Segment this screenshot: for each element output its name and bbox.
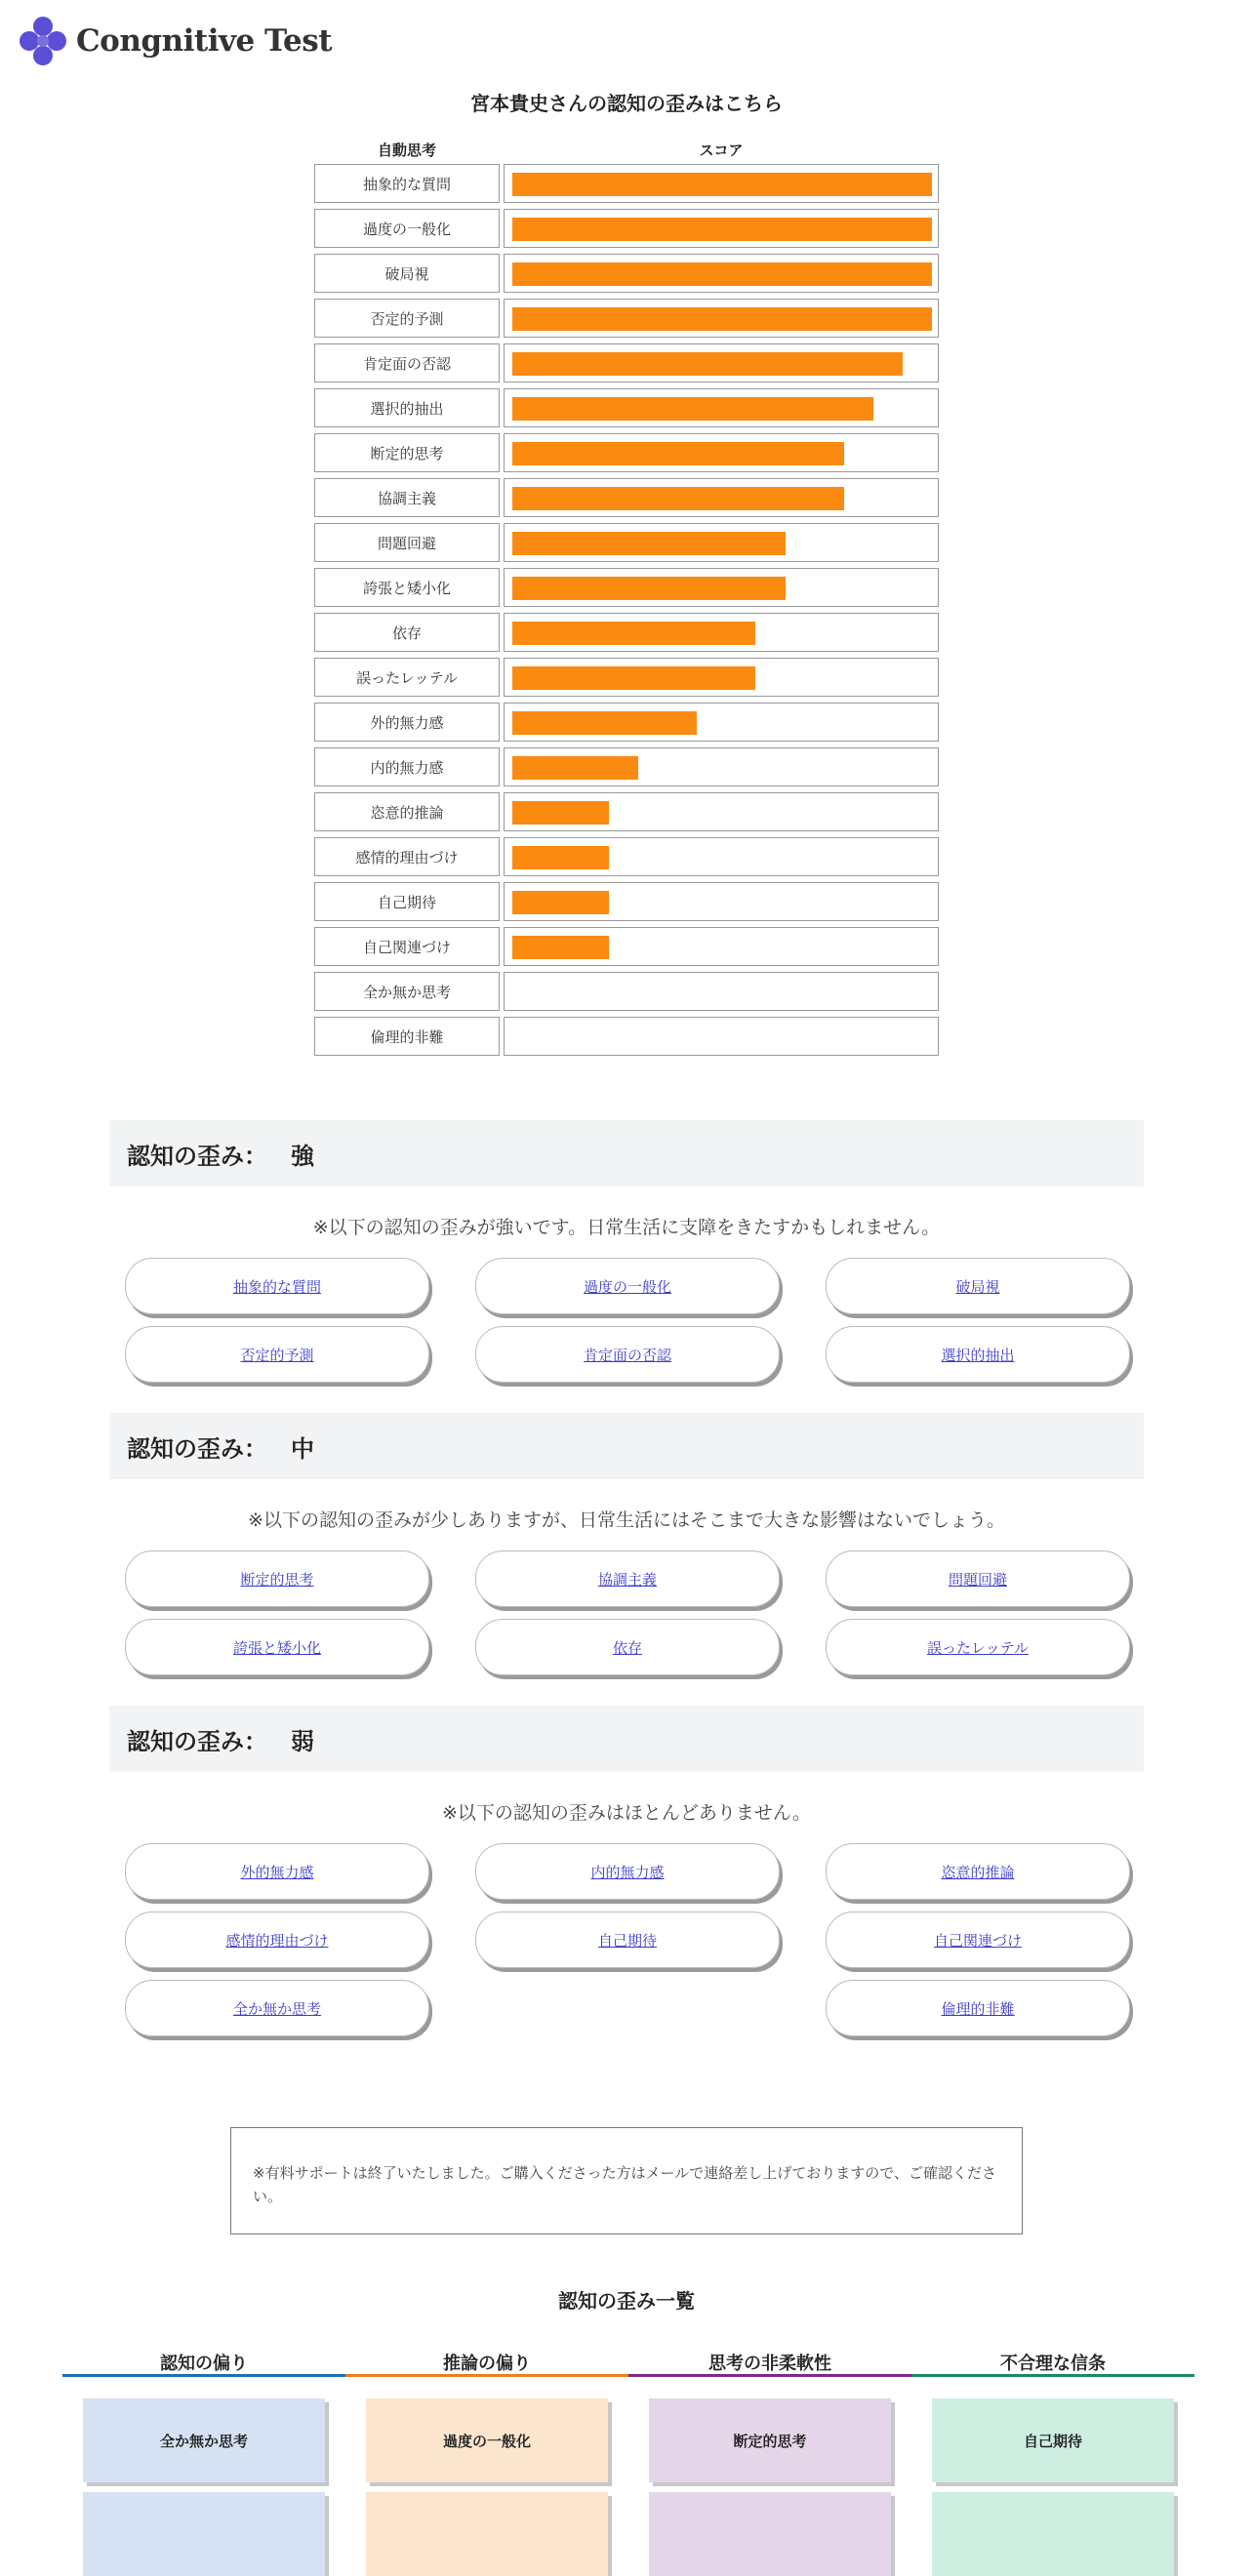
score-row-cell (504, 658, 939, 697)
distortion-link[interactable]: 感情的理由づけ (125, 1912, 429, 1968)
category-header: 認知の偏り (62, 2350, 345, 2377)
score-row (314, 297, 939, 342)
score-row-label: 否定的予測 (314, 299, 500, 338)
score-row-cell (504, 568, 939, 607)
distortion-card[interactable]: 自己期待 (932, 2398, 1174, 2482)
thought-column-header: 自動思考 (377, 141, 436, 159)
score-row-cell (504, 747, 939, 786)
score-row (314, 476, 939, 521)
score-row-cell (504, 927, 939, 966)
score-row (314, 701, 939, 745)
severity-note: ※以下の認知の歪みが強いです。日常生活に支障をきたすかもしれません。 (312, 1217, 941, 1238)
score-row-label: 誤ったレッテル (314, 658, 500, 697)
distortion-link[interactable]: 倫理的非難 (826, 1980, 1130, 2036)
score-row-cell (504, 478, 939, 517)
score-row-label: 断定的思考 (314, 433, 500, 472)
brand-name[interactable]: Congnitive Test (76, 23, 333, 59)
distortion-link[interactable]: 肯定面の否認 (475, 1326, 780, 1383)
score-bar (512, 666, 755, 690)
score-row-cell (504, 1017, 939, 1056)
score-bar (512, 173, 932, 196)
severity-header (109, 1120, 1144, 1187)
distortion-link[interactable]: 誤ったレッテル (826, 1619, 1130, 1675)
distortion-card[interactable] (649, 2492, 891, 2576)
severity-header (109, 1413, 1144, 1479)
severity-header (109, 1706, 1144, 1772)
support-notice: ※有料サポートは終了いたしました。ご購入くださった方はメールで連絡差し上げておりますので、ご確認ください。 (230, 2127, 1023, 2234)
score-table (314, 162, 939, 1060)
score-row-label: 過度の一般化 (314, 209, 500, 248)
score-bar (512, 397, 873, 421)
score-row-cell (504, 703, 939, 742)
score-row-cell (504, 209, 939, 248)
severity-level: 中 (291, 1434, 314, 1463)
score-row (314, 162, 939, 207)
score-bar (512, 218, 932, 241)
distortion-link[interactable]: 協調主義 (475, 1550, 780, 1607)
score-bar (512, 936, 609, 959)
distortion-link[interactable]: 自己期待 (475, 1912, 780, 1968)
category-header: 推論の偏り (345, 2350, 628, 2377)
score-row-cell (504, 613, 939, 652)
score-row-label: 選択的抽出 (314, 388, 500, 427)
score-row-label: 誇張と矮小化 (314, 568, 500, 607)
severity-note: ※以下の認知の歪みが少しありますが、日常生活にはそこまで大きな影響はないでしょう。 (248, 1509, 1005, 1531)
score-row-cell (504, 523, 939, 562)
score-bar (512, 622, 755, 645)
score-row (314, 386, 939, 431)
score-row-label: 倫理的非難 (314, 1017, 500, 1056)
score-row-label: 協調主義 (314, 478, 500, 517)
distortion-link[interactable]: 否定的予測 (125, 1326, 429, 1383)
distortion-card[interactable] (932, 2492, 1174, 2576)
score-row-label: 恣意的推論 (314, 792, 500, 831)
score-row-cell (504, 299, 939, 338)
score-row-label: 外的無力感 (314, 703, 500, 742)
distortion-link[interactable]: 選択的抽出 (826, 1326, 1130, 1383)
score-bar (512, 846, 609, 869)
score-row-label: 問題回避 (314, 523, 500, 562)
severity-title: 認知の歪み： (127, 1434, 267, 1463)
distortion-link[interactable]: 自己関連づけ (826, 1912, 1130, 1968)
result-title: 宮本貴史さんの認知の歪みはこちら (470, 92, 783, 115)
score-row-label: 感情的理由づけ (314, 837, 500, 876)
severity-level: 強 (291, 1142, 314, 1170)
distortion-link[interactable]: 誇張と矮小化 (125, 1619, 429, 1675)
score-row-cell (504, 254, 939, 293)
score-row-cell (504, 388, 939, 427)
score-bar (512, 352, 903, 376)
score-column-header: スコア (699, 141, 744, 159)
score-bar (512, 307, 932, 331)
score-row-label: 内的無力感 (314, 747, 500, 786)
score-row-cell (504, 164, 939, 203)
severity-title: 認知の歪み： (127, 1142, 267, 1170)
distortion-link[interactable]: 全か無か思考 (125, 1980, 429, 2036)
score-row (314, 252, 939, 297)
category-header: 思考の非柔軟性 (628, 2350, 911, 2377)
severity-title: 認知の歪み： (127, 1727, 267, 1755)
score-row (314, 611, 939, 656)
score-bar (512, 487, 844, 510)
distortion-link[interactable]: 恣意的推論 (826, 1843, 1130, 1900)
score-row-cell (504, 882, 939, 921)
score-row-cell (504, 343, 939, 382)
score-bar (512, 532, 786, 555)
score-row (314, 521, 939, 566)
score-row (314, 970, 939, 1015)
score-row (314, 880, 939, 925)
distortion-card[interactable]: 断定的思考 (649, 2398, 891, 2482)
category-header: 不合理な信条 (911, 2350, 1194, 2377)
score-row-label: 全か無か思考 (314, 972, 500, 1011)
distortion-link[interactable]: 断定的思考 (125, 1550, 429, 1607)
distortion-link[interactable]: 依存 (475, 1619, 780, 1675)
site-header (20, 14, 332, 68)
score-row (314, 656, 939, 701)
distortion-card[interactable] (83, 2492, 325, 2576)
distortion-card[interactable] (366, 2492, 608, 2576)
score-bar (512, 262, 932, 286)
score-row (314, 835, 939, 880)
distortion-link[interactable]: 外的無力感 (125, 1843, 429, 1900)
score-row-label: 破局視 (314, 254, 500, 293)
distortion-link[interactable]: 過度の一般化 (475, 1258, 780, 1314)
score-bar (512, 442, 844, 465)
score-row-cell (504, 972, 939, 1011)
distortion-card[interactable]: 過度の一般化 (366, 2398, 608, 2482)
score-bar (512, 756, 638, 780)
score-row-label: 抽象的な質問 (314, 164, 500, 203)
distortion-link[interactable]: 問題回避 (826, 1550, 1130, 1607)
score-row (314, 207, 939, 252)
score-bar (512, 891, 609, 914)
distortion-list-title: 認知の歪み一覧 (558, 2289, 695, 2313)
score-row (314, 790, 939, 835)
score-row-cell (504, 433, 939, 472)
score-bar (512, 801, 609, 825)
distortion-link[interactable]: 抽象的な質問 (125, 1258, 429, 1314)
distortion-card[interactable]: 全か無か思考 (83, 2398, 325, 2482)
score-row (314, 1015, 939, 1060)
score-row (314, 745, 939, 790)
score-row (314, 342, 939, 386)
score-row-cell (504, 837, 939, 876)
distortion-link[interactable]: 破局視 (826, 1258, 1130, 1314)
distortion-link[interactable]: 内的無力感 (475, 1843, 780, 1900)
score-row-label: 依存 (314, 613, 500, 652)
score-bar (512, 577, 786, 600)
score-row-cell (504, 792, 939, 831)
score-row (314, 431, 939, 476)
score-row-label: 自己関連づけ (314, 927, 500, 966)
score-row-label: 自己期待 (314, 882, 500, 921)
clover-logo-icon[interactable] (20, 14, 66, 68)
score-row (314, 566, 939, 611)
severity-note: ※以下の認知の歪みはほとんどありません。 (441, 1802, 812, 1824)
score-row (314, 925, 939, 970)
severity-level: 弱 (291, 1727, 314, 1755)
score-row-label: 肯定面の否認 (314, 343, 500, 382)
score-bar (512, 711, 697, 735)
